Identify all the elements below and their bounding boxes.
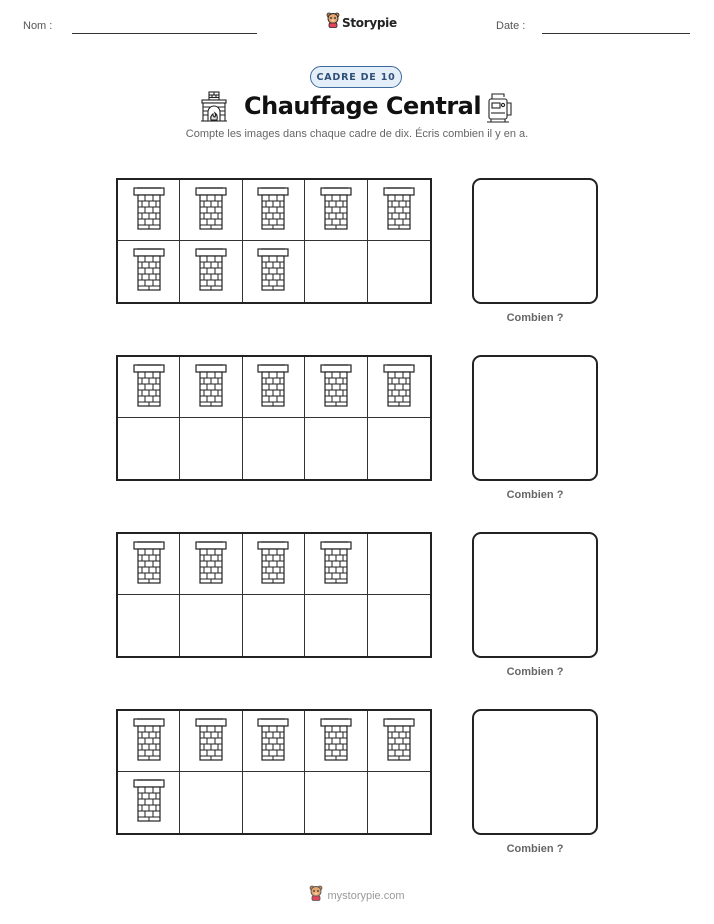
ten-frame-cell [368,772,430,833]
footer [0,885,714,906]
ten-frame [116,709,432,835]
brand-logo [326,12,397,33]
page-title: Chauffage Central [244,92,482,120]
chimney-icon [194,246,228,297]
name-label: Nom : [23,20,53,32]
answer-box[interactable] [472,709,598,835]
chimney-icon [194,362,228,413]
ten-frame-cell [243,241,305,302]
ten-frame-cell [180,772,242,833]
ten-frame-cell [118,711,180,772]
ten-frame-cell [118,772,180,833]
answer-box[interactable] [472,355,598,481]
ten-frame-cell [243,711,305,772]
ten-frame-cell [243,595,305,656]
chimney-icon [319,716,353,767]
chimney-icon [256,362,290,413]
ten-frame-cell [180,180,242,241]
ten-frame-cell [368,534,430,595]
chimney-icon [319,362,353,413]
ten-frame-cell [305,595,367,656]
date-line [542,33,690,34]
chimney-icon [132,246,166,297]
chimney-icon [132,539,166,590]
chimney-icon [132,777,166,828]
ten-frame-cell [368,595,430,656]
instructions-text: Compte les images dans chaque cadre de dix. Écris combien il y en a. [185,128,529,140]
ten-frame-cell [305,772,367,833]
ten-frame-cell [305,711,367,772]
ten-frame-cell [305,418,367,479]
ten-frame-cell [305,357,367,418]
chimney-icon [132,185,166,236]
ten-frame-cell [118,595,180,656]
ten-frame-cell [305,241,367,302]
ten-frame-cell [243,534,305,595]
chimney-icon [132,716,166,767]
ten-frame-cell [368,418,430,479]
chimney-icon [256,185,290,236]
ten-frame-cell [118,534,180,595]
ten-frame-cell [180,595,242,656]
ten-frame-cell [118,180,180,241]
chimney-icon [319,185,353,236]
answer-label: Combien ? [506,666,564,678]
worksheet-type-badge: CADRE DE 10 [310,66,402,88]
ten-frame-cell [368,241,430,302]
storypie-mascot-icon [326,12,340,33]
ten-frame-cell [243,418,305,479]
ten-frame-cell [243,357,305,418]
ten-frame-cell [368,180,430,241]
ten-frame-cell [368,711,430,772]
chimney-icon [256,246,290,297]
ten-frame-cell [118,418,180,479]
ten-frame-cell [118,241,180,302]
chimney-icon [382,716,416,767]
answer-label: Combien ? [506,843,564,855]
fireplace-icon [200,91,228,128]
answer-label: Combien ? [506,489,564,501]
chimney-icon [319,539,353,590]
ten-frame [116,355,432,481]
ten-frame-cell [180,241,242,302]
ten-frame-cell [180,357,242,418]
ten-frame-cell [305,534,367,595]
footer-site: mystorypie.com [327,889,405,902]
answer-box[interactable] [472,178,598,304]
ten-frame-cell [180,711,242,772]
ten-frame-cell [305,180,367,241]
ten-frame-cell [243,180,305,241]
ten-frame-cell [180,418,242,479]
chimney-icon [132,362,166,413]
chimney-icon [382,362,416,413]
ten-frame [116,532,432,658]
date-label: Date : [496,20,526,32]
chimney-icon [256,539,290,590]
ten-frame [116,178,432,304]
ten-frame-cell [180,534,242,595]
answer-box[interactable] [472,532,598,658]
brand-name: Storypie [342,15,397,30]
chimney-icon [382,185,416,236]
worksheet-header [0,0,714,50]
storypie-mascot-icon [309,885,323,906]
chimney-icon [194,185,228,236]
answer-label: Combien ? [506,312,564,324]
chimney-icon [194,716,228,767]
name-line [72,33,257,34]
ten-frame-cell [118,357,180,418]
boiler-icon [484,91,514,128]
ten-frame-cell [243,772,305,833]
ten-frame-cell [368,357,430,418]
chimney-icon [256,716,290,767]
chimney-icon [194,539,228,590]
